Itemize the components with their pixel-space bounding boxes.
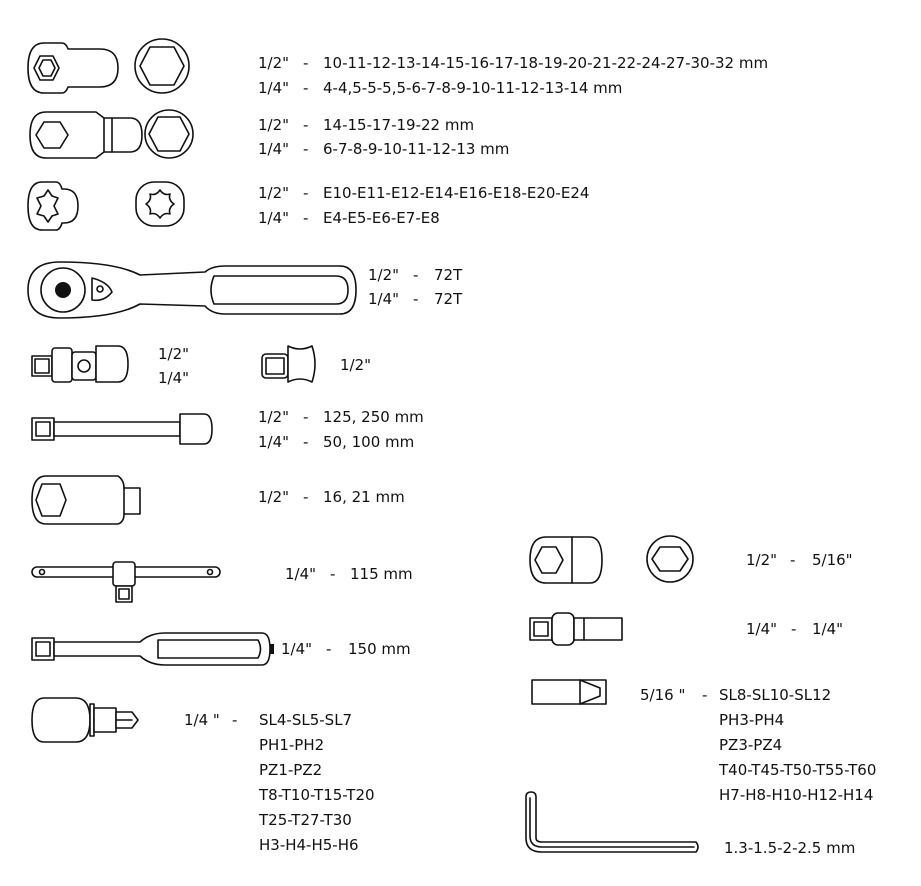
ratchet-drive-half: 1/2" xyxy=(368,266,400,284)
screwdriver-handle-sep: - xyxy=(326,640,332,658)
socket-icon xyxy=(28,43,118,93)
t-bar-sep: - xyxy=(330,565,336,583)
bit-holder-drive: 1/2" xyxy=(746,551,778,569)
bit-socket-sizes-2: PH1-PH2 xyxy=(259,736,325,754)
bit-adapter-size: 1/4" xyxy=(812,620,844,638)
bits-sizes-1: SL8-SL10-SL12 xyxy=(719,686,832,704)
bit-socket-drive: 1/4 " xyxy=(184,711,220,729)
universal-joint-drive-quarter: 1/4" xyxy=(158,369,190,387)
extension-bar-icon xyxy=(32,414,212,444)
bit-socket-sep: - xyxy=(232,711,238,729)
ratchet-icon xyxy=(28,262,356,318)
extension-sizes-quarter: 50, 100 mm xyxy=(323,433,415,451)
t-bar-drive: 1/4" xyxy=(285,565,317,583)
bits-sizes-4: T40-T45-T50-T55-T60 xyxy=(719,761,877,779)
spark-plug-sizes: 16, 21 mm xyxy=(323,488,405,506)
ratchet-teeth-quarter: 72T xyxy=(434,290,463,308)
bit-holder-socket-icon xyxy=(530,537,602,583)
bits-sep: - xyxy=(702,686,708,704)
deep-socket-icon xyxy=(30,112,142,158)
socket-deep-sizes-half: 14-15-17-19-22 mm xyxy=(323,116,475,134)
bit-holder-size: 5/16" xyxy=(812,551,853,569)
socket-torx-drive-half: 1/2" xyxy=(258,184,290,202)
socket-deep-drive-half: 1/2" xyxy=(258,116,290,134)
socket-deep-sep-1: - xyxy=(303,116,309,134)
screwdriver-handle-drive: 1/4" xyxy=(281,640,313,658)
hex-end-icon xyxy=(135,39,189,93)
torx-socket-icon xyxy=(28,182,78,230)
extension-sep-2: - xyxy=(303,433,309,451)
spark-plug-socket-icon xyxy=(32,476,140,524)
screwdriver-handle-length: 150 mm xyxy=(348,640,411,658)
ratchet-drive-quarter: 1/4" xyxy=(368,290,400,308)
bit-adapter-sep: - xyxy=(791,620,797,638)
bit-socket-sizes-5: T25-T27-T30 xyxy=(259,811,352,829)
extension-drive-half: 1/2" xyxy=(258,408,290,426)
screwdriver-handle-icon xyxy=(32,633,274,665)
hex-key-icon xyxy=(526,792,698,852)
bit-socket-icon xyxy=(32,698,138,742)
bit-icon xyxy=(532,680,606,704)
hex-end-icon xyxy=(647,536,693,582)
hex-end-icon xyxy=(145,110,193,158)
socket-torx-sizes-quarter: E4-E5-E6-E7-E8 xyxy=(323,209,440,227)
socket-torx-drive-quarter: 1/4" xyxy=(258,209,290,227)
bits-sizes-3: PZ3-PZ4 xyxy=(719,736,783,754)
bits-sizes-2: PH3-PH4 xyxy=(719,711,785,729)
socket-standard-sizes-quarter: 4-4,5-5-5,5-6-7-8-9-10-11-12-13-14 mm xyxy=(323,79,623,97)
socket-torx-sep-1: - xyxy=(303,184,309,202)
bit-socket-sizes-6: H3-H4-H5-H6 xyxy=(259,836,359,854)
t-bar-length: 115 mm xyxy=(350,565,413,583)
spark-plug-sep: - xyxy=(303,488,309,506)
ratchet-teeth-half: 72T xyxy=(434,266,463,284)
socket-deep-sizes-quarter: 6-7-8-9-10-11-12-13 mm xyxy=(323,140,510,158)
bit-socket-sizes-4: T8-T10-T15-T20 xyxy=(259,786,375,804)
socket-standard-sep-2: - xyxy=(303,79,309,97)
bit-socket-sizes-3: PZ1-PZ2 xyxy=(259,761,323,779)
hex-key-sizes: 1.3-1.5-2-2.5 mm xyxy=(724,839,856,857)
socket-deep-drive-quarter: 1/4" xyxy=(258,140,290,158)
extension-sizes-half: 125, 250 mm xyxy=(323,408,424,426)
socket-standard-drive-half: 1/2" xyxy=(258,54,290,72)
socket-standard-sep-1: - xyxy=(303,54,309,72)
universal-joint-icon xyxy=(32,346,128,382)
ratchet-sep-1: - xyxy=(413,266,419,284)
extension-sep-1: - xyxy=(303,408,309,426)
universal-joint-drive-half: 1/2" xyxy=(158,345,190,363)
ratchet-sep-2: - xyxy=(413,290,419,308)
torx-end-icon xyxy=(136,182,184,226)
bit-socket-sizes-1: SL4-SL5-SL7 xyxy=(259,711,353,729)
bit-holder-sep: - xyxy=(790,551,796,569)
extension-drive-quarter: 1/4" xyxy=(258,433,290,451)
socket-standard-drive-quarter: 1/4" xyxy=(258,79,290,97)
spark-plug-drive: 1/2" xyxy=(258,488,290,506)
t-bar-icon xyxy=(32,562,220,602)
socket-deep-sep-2: - xyxy=(303,140,309,158)
bits-sizes-5: H7-H8-H10-H12-H14 xyxy=(719,786,874,804)
bit-adapter-drive: 1/4" xyxy=(746,620,778,638)
adapter-icon xyxy=(262,346,315,382)
socket-torx-sizes-half: E10-E11-E12-E14-E16-E18-E20-E24 xyxy=(323,184,590,202)
socket-torx-sep-2: - xyxy=(303,209,309,227)
adapter-drive: 1/2" xyxy=(340,356,372,374)
socket-standard-sizes-half: 10-11-12-13-14-15-16-17-18-19-20-21-22-24-27-30-32 mm xyxy=(323,54,769,72)
bit-adapter-icon xyxy=(530,613,622,645)
bits-drive: 5/16 " xyxy=(640,686,686,704)
